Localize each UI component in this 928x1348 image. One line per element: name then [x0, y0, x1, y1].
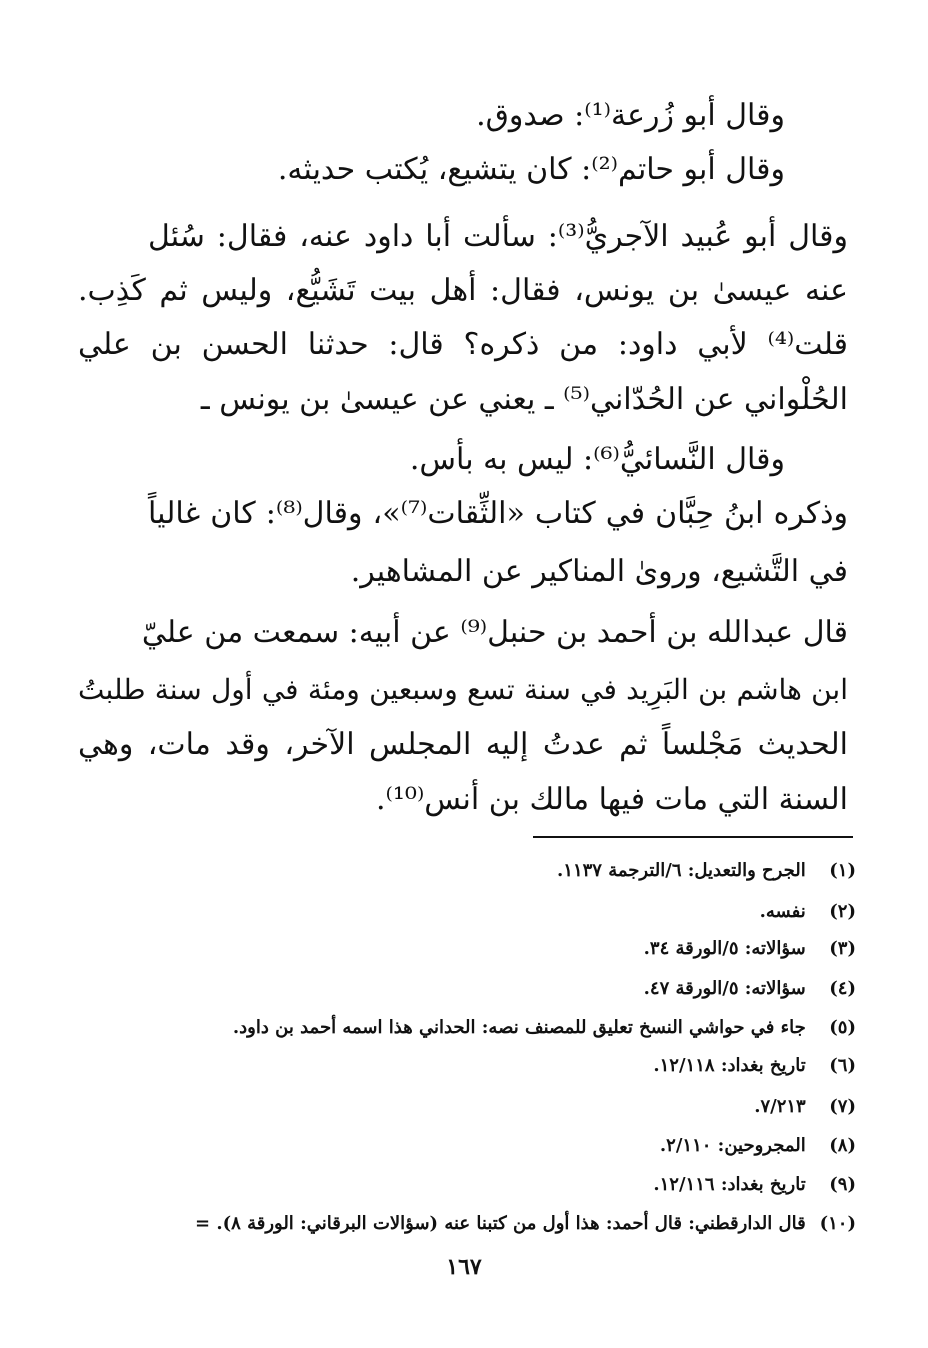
footnote-5	[233, 1015, 856, 1041]
footnote-7	[754, 1094, 856, 1120]
body-line-11: ابن هاشم بن البَرِيد في سنة تسع وسبعين ومئة في أول سنة طلبتُ	[78, 673, 848, 706]
footnote-text: نفسه.	[759, 901, 806, 922]
footnote-text: قال الدارقطني: قال أحمد: هذا أول من كتبنا عنه (سؤالات البرقاني: الورقة ٨). =	[195, 1213, 806, 1234]
footnote-number: (٥)	[829, 1017, 856, 1038]
footnote-text: سؤالاته: ٥/الورقة ٣٤.	[643, 938, 806, 959]
footnote-number: (٣)	[829, 938, 856, 959]
footnote-number: (٨)	[829, 1135, 856, 1156]
footnote-number: (٧)	[829, 1096, 856, 1117]
body-line-13: السنة التي مات فيها مالك بن أنس⁽¹⁰⁾.	[375, 782, 848, 817]
footnote-text: ٧/٢١٣.	[754, 1096, 806, 1117]
body-line-2: وقال أبو حاتم⁽²⁾: كان يتشيع، يُكتب حديثه.	[277, 152, 785, 187]
body-line-4: عنه عيسىٰ بن يونس، فقال: أهل بيت تَشَيُّع، وليس ثم كَذِب.	[78, 273, 848, 308]
page-number: ١٦٧	[446, 1254, 482, 1280]
footnote-4	[644, 976, 856, 1002]
footnote-number: (٩)	[829, 1174, 856, 1195]
body-line-12: الحديث مَجْلساً ثم عدتُ إليه المجلس الآخر، وقد مات، وهي	[78, 727, 848, 762]
footnote-number: (٤)	[829, 978, 856, 999]
footnote-text: المجروحين: ٢/١١٠.	[659, 1135, 806, 1156]
body-line-5: قلت⁽⁴⁾ لأبي داود: من ذكره؟ قال: حدثنا الحسن بن علي	[78, 327, 848, 362]
footnote-6	[653, 1053, 856, 1079]
footnote-text: الجرح والتعديل: ٦/الترجمة ١١٣٧.	[557, 860, 806, 881]
footnote-text: تاريخ بغداد: ١٢/١١٨.	[653, 1055, 806, 1076]
footnote-2	[760, 899, 856, 925]
footnote-text: سؤالاته: ٥/الورقة ٤٧.	[643, 978, 806, 999]
body-line-6: الحُلْواني عن الحُدّاني⁽⁵⁾ ـ يعني عن عيسىٰ بن يونس ـ	[200, 382, 848, 417]
footnote-3	[644, 936, 856, 962]
footnote-8	[660, 1133, 856, 1159]
body-line-9: في التَّشيع، وروىٰ المناكير عن المشاهير.	[350, 554, 848, 589]
footnote-9	[653, 1172, 856, 1198]
footnote-text: جاء في حواشي النسخ تعليق للمصنف نصه: الحداني هذا اسمه أحمد بن داود.	[232, 1017, 806, 1038]
body-line-3: وقال أبو عُبيد الآجريُّ⁽³⁾: سألت أبا داود عنه، فقال: سُئل	[148, 219, 848, 254]
footnote-1	[557, 858, 856, 884]
footnote-separator	[533, 836, 853, 838]
footnote-number: (١٠)	[819, 1213, 856, 1234]
body-line-10: قال عبدالله بن أحمد بن حنبل⁽⁹⁾ عن أبيه: سمعت من عليّ	[141, 615, 848, 650]
body-line-8: وذكره ابنُ حِبَّان في كتاب «الثِّقات⁽⁷⁾»، وقال⁽⁸⁾: كان غالياً	[148, 496, 849, 531]
footnote-10	[195, 1211, 856, 1237]
footnote-text: تاريخ بغداد: ١٢/١١٦.	[653, 1174, 806, 1195]
body-line-7: وقال النَّسائيُّ⁽⁶⁾: ليس به بأس.	[409, 442, 785, 477]
footnote-number: (٦)	[829, 1055, 856, 1076]
footnote-number: (٢)	[829, 901, 856, 922]
body-line-1: وقال أبو زُرعة⁽¹⁾: صدوق.	[476, 98, 785, 133]
footnote-number: (١)	[829, 860, 856, 881]
